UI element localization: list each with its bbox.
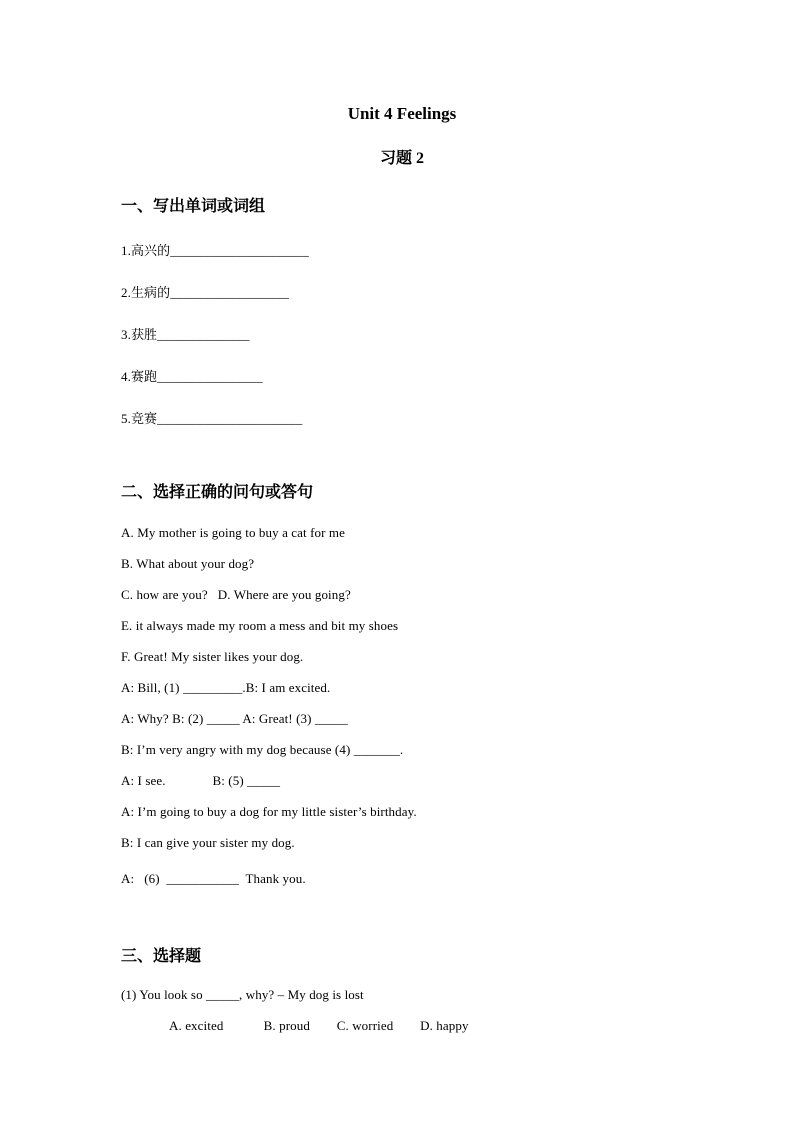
choice-question-1: (1) You look so _____, why? – My dog is lost bbox=[121, 987, 364, 1002]
page-title: Unit 4 Feelings bbox=[347, 104, 457, 123]
section2-body bbox=[121, 525, 683, 887]
option-line-c-d: C. how are you? D. Where are you going? bbox=[121, 587, 351, 602]
dialog-line-3: B: I’m very angry with my dog because (4) _______. bbox=[121, 742, 404, 757]
dialog-line-7: A: (6) ___________ Thank you. bbox=[121, 871, 306, 886]
option-line-a: A. My mother is going to buy a cat for me bbox=[121, 525, 345, 540]
option-line-b: B. What about your dog? bbox=[121, 556, 255, 571]
section2-heading: 二、选择正确的问句或答句 bbox=[121, 484, 314, 501]
section3-body bbox=[121, 987, 683, 1034]
choice-options-1: A. excited B. proud C. worried D. happy bbox=[169, 1018, 469, 1033]
fill-blank-item-2: 2.生病的__________________ bbox=[121, 285, 290, 300]
fill-blank-item-5: 5.竞赛______________________ bbox=[121, 411, 303, 426]
fill-blank-item-4: 4.赛跑________________ bbox=[121, 369, 263, 384]
dialog-line-2: A: Why? B: (2) _____ A: Great! (3) _____ bbox=[121, 711, 348, 726]
dialog-line-5: A: I’m going to buy a dog for my little sister’s birthday. bbox=[121, 804, 417, 819]
section3-heading: 三、选择题 bbox=[121, 948, 202, 965]
page-subtitle: 习题 2 bbox=[379, 150, 424, 167]
section1-body bbox=[121, 243, 683, 427]
section1-heading: 一、写出单词或词组 bbox=[121, 198, 266, 215]
fill-blank-item-3: 3.获胜______________ bbox=[121, 327, 250, 342]
option-line-e: E. it always made my room a mess and bit my shoes bbox=[121, 618, 399, 633]
dialog-line-6: B: I can give your sister my dog. bbox=[121, 835, 295, 850]
fill-blank-item-1: 1.高兴的_____________________ bbox=[121, 243, 309, 258]
dialog-line-4: A: I see. B: (5) _____ bbox=[121, 773, 281, 788]
option-line-f: F. Great! My sister likes your dog. bbox=[121, 649, 304, 664]
dialog-line-1: A: Bill, (1) _________.B: I am excited. bbox=[121, 680, 331, 695]
